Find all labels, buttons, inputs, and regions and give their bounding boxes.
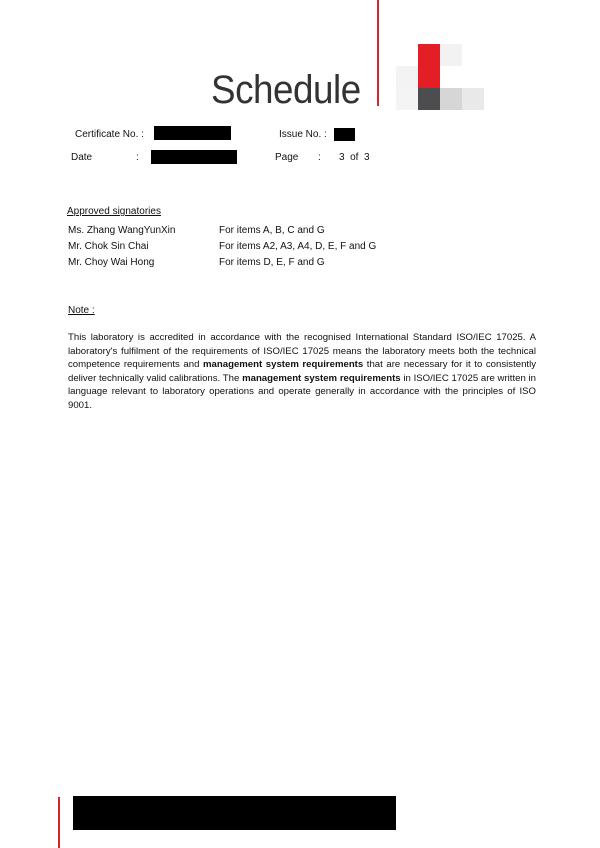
date-redacted bbox=[151, 150, 237, 164]
signatories-heading: Approved signatories bbox=[67, 206, 161, 217]
footer-redacted bbox=[73, 796, 396, 830]
page-label: Page bbox=[275, 152, 299, 163]
signatory-name: Ms. Zhang WangYunXin bbox=[68, 225, 176, 236]
issue-label: Issue No. : bbox=[279, 129, 327, 140]
note-text: in ISO/IEC 17025 are written in language relevant to laboratory operations and operate generally in accordance with the principles of ISO 9001. bbox=[68, 372, 537, 411]
note-text: that are necessary for it to consistently deliver technically valid calibrations. The bbox=[68, 359, 537, 384]
note-text: This laboratory is accredited in accordance with the recognised International Standard ISO/IEC 17025. A laboratory's fulfilment of the requirements of ISO/IEC 17025 means the laboratory meets both the technical competence requirements and bbox=[68, 332, 536, 371]
note-paragraph bbox=[68, 331, 536, 413]
note-heading: Note : bbox=[68, 305, 95, 316]
signatory-items: For items D, E, F and G bbox=[219, 257, 325, 268]
logo-dark-tile bbox=[418, 88, 440, 110]
logo-tile bbox=[396, 88, 418, 110]
logo-red-bar bbox=[418, 44, 440, 88]
date-label: Date bbox=[71, 152, 93, 163]
signatory-name: Mr. Choy Wai Hong bbox=[68, 257, 155, 268]
page-value: 3 of 3 bbox=[339, 152, 370, 163]
logo-grey-tile bbox=[440, 88, 462, 110]
note-bold-text: management system requirements bbox=[242, 372, 401, 384]
signatory-name: Mr. Chok Sin Chai bbox=[68, 241, 149, 252]
note-bold-text: management system requirements bbox=[203, 359, 364, 371]
logo-light-tile bbox=[462, 88, 484, 110]
signatory-items: For items A, B, C and G bbox=[219, 225, 325, 236]
issue-number-redacted bbox=[334, 128, 355, 141]
bottom-accent-line bbox=[58, 797, 60, 848]
accreditation-logo-icon bbox=[396, 44, 486, 110]
logo-tile bbox=[396, 66, 418, 88]
date-colon: : bbox=[136, 152, 139, 163]
certificate-label: Certificate No. : bbox=[75, 129, 144, 140]
page-colon: : bbox=[318, 152, 321, 163]
logo-tile bbox=[440, 44, 462, 66]
signatory-items: For items A2, A3, A4, D, E, F and G bbox=[219, 241, 377, 252]
page-title: Schedule bbox=[211, 68, 361, 112]
certificate-number-redacted bbox=[154, 126, 231, 140]
top-accent-line bbox=[377, 0, 379, 106]
